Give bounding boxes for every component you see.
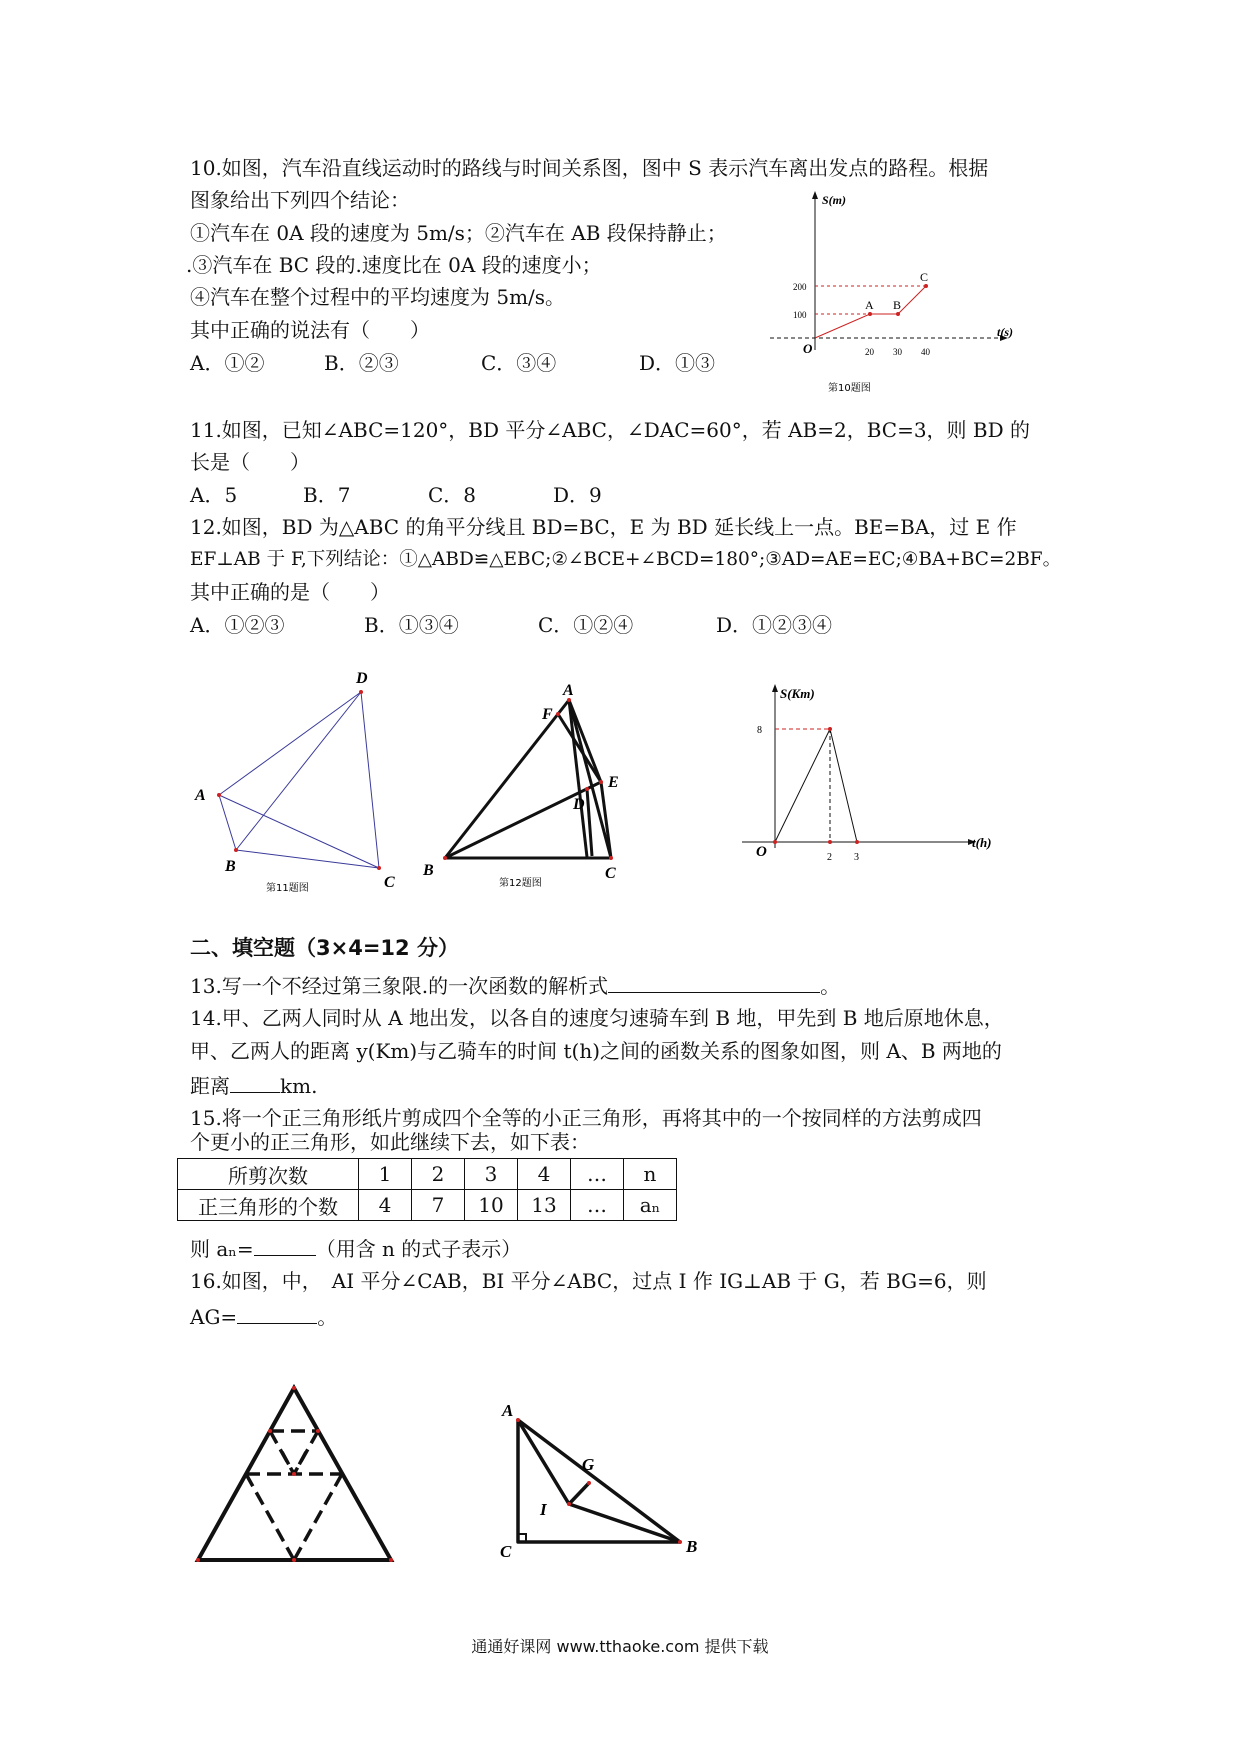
fig12-label-b: B xyxy=(423,862,434,879)
q10-option-b: B．②③ xyxy=(324,351,399,375)
q14-answer-blank[interactable] xyxy=(230,1070,280,1093)
q10-options xyxy=(190,349,715,377)
fig10-y-tick-200: 200 xyxy=(793,282,807,292)
q15-answer-blank[interactable] xyxy=(254,1233,316,1256)
q16-text-b: 。 xyxy=(317,1305,338,1329)
fig12-label-c: C xyxy=(605,865,616,882)
table-cell: 4 xyxy=(359,1190,412,1221)
q12-option-a: A．①②③ xyxy=(190,613,285,637)
fig10-origin: O xyxy=(803,341,813,356)
table-cell: 1 xyxy=(359,1159,412,1190)
page-footer: 通通好课网 www.tthaoke.com 提供下载 xyxy=(471,1637,769,1656)
fig14-origin: O xyxy=(756,844,767,860)
q11-line1: 11.如图，已知∠ABC=120°，BD 平分∠ABC，∠DAC=60°，若 AB=2，BC=3，则 BD 的 xyxy=(190,418,1030,442)
fig16-label-a: A xyxy=(502,1401,514,1420)
q14-text-b: km. xyxy=(280,1074,318,1098)
figure-16-right-triangle xyxy=(490,1390,720,1560)
q10-option-a: A．①② xyxy=(190,351,265,375)
table-cell: 13 xyxy=(518,1190,571,1221)
table-cell: 2 xyxy=(412,1159,465,1190)
fig10-point-a: A xyxy=(865,298,874,312)
q14-line1: 14.甲、乙两人同时从 A 地出发，以各自的速度匀速骑车到 B 地，甲先到 B 地后原地休息， xyxy=(190,1006,1004,1030)
q11-option-b: B．7 xyxy=(303,483,351,507)
q15-text-b: （用含 n 的式子表示） xyxy=(315,1237,522,1261)
fig14-x-tick-3: 3 xyxy=(854,852,859,863)
q11-option-c: C．8 xyxy=(428,483,477,507)
fig11-label-d: D xyxy=(356,670,368,687)
q11-line2: 长是（ ） xyxy=(190,450,310,474)
q12-question: 其中正确的是（ ） xyxy=(190,580,390,604)
fig10-caption: 第10题图 xyxy=(828,383,871,394)
figure-12-triangle xyxy=(415,680,655,895)
fig10-x-tick-20: 20 xyxy=(865,347,874,357)
table-cell: 4 xyxy=(518,1159,571,1190)
q16-answer-blank[interactable] xyxy=(237,1301,317,1324)
fig10-point-b: B xyxy=(893,298,902,312)
q12-options xyxy=(190,611,832,639)
q12-option-c: C．①②④ xyxy=(538,613,634,637)
section-2-title: 二、填空题（3×4=12 分） xyxy=(190,936,459,960)
q15-line2: 个更小的正三角形，如此继续下去，如下表： xyxy=(190,1130,590,1154)
q11-option-d: D．9 xyxy=(553,483,602,507)
q14-line3 xyxy=(190,1070,317,1100)
table-cell: 7 xyxy=(412,1190,465,1221)
q15-answer-line xyxy=(190,1233,521,1263)
q10-line2: 图象给出下列四个结论： xyxy=(190,188,410,212)
q13-end: 。 xyxy=(820,974,841,998)
fig16-label-b: B xyxy=(686,1537,698,1556)
q11-options xyxy=(190,481,602,509)
q15-text-a: 则 aₙ= xyxy=(190,1237,254,1261)
table-cell: 所剪次数 xyxy=(178,1159,359,1190)
fig10-y-tick-100: 100 xyxy=(793,310,807,320)
fig16-label-c: C xyxy=(500,1542,512,1561)
fig10-point-c: C xyxy=(920,270,929,284)
fig14-x-tick-2: 2 xyxy=(827,852,832,863)
fig14-y-tick-8: 8 xyxy=(757,725,762,736)
table-row xyxy=(178,1159,677,1190)
fig12-label-f: F xyxy=(542,706,553,723)
fig10-y-label: S(m) xyxy=(822,193,846,207)
table-cell: … xyxy=(571,1190,624,1221)
fig11-label-b: B xyxy=(225,858,236,875)
q16-line1: 16.如图，中， AI 平分∠CAB，BI 平分∠ABC，过点 I 作 IG⊥AB 于 G，若 BG=6，则 xyxy=(190,1269,987,1293)
fig16-label-i: I xyxy=(540,1500,547,1519)
q12-line2: EF⊥AB 于 F,下列结论：①△ABD≌△EBC;②∠BCE+∠BCD=180°;③AD=AE=EC;④BA+BC=2BF。 xyxy=(190,549,1062,570)
q12-line1: 12.如图，BD 为△ABC 的角平分线且 BD=BC，E 为 BD 延长线上一点。BE=BA，过 E 作 xyxy=(190,515,1017,539)
fig12-caption: 第12题图 xyxy=(499,878,542,889)
q10-statement-4: ④汽车在整个过程中的平均速度为 5m/s。 xyxy=(190,285,566,309)
fig16-label-g: G xyxy=(582,1455,595,1474)
q10-statement-1-2: ①汽车在 0A 段的速度为 5m/s；②汽车在 AB 段保持静止； xyxy=(190,221,727,245)
figure-11-quadrilateral xyxy=(190,660,420,900)
figure-15-triangles xyxy=(190,1380,410,1570)
fig14-x-label: t(h) xyxy=(972,835,992,850)
fig11-caption: 第11题图 xyxy=(266,883,309,894)
table-cell: aₙ xyxy=(624,1190,677,1221)
fig11-label-a: A xyxy=(195,787,206,804)
table-row xyxy=(178,1190,677,1221)
q10-statement-3: .③汽车在 BC 段的.速度比在 0A 段的速度小； xyxy=(186,253,602,277)
q13-line xyxy=(190,970,840,1000)
fig12-label-a: A xyxy=(563,682,574,699)
fig10-x-tick-40: 40 xyxy=(921,347,930,357)
q10-option-d: D．①③ xyxy=(639,351,716,375)
fig14-y-label: S(Km) xyxy=(780,686,815,701)
figure-14-graph xyxy=(740,680,990,870)
q15-table xyxy=(177,1158,677,1221)
table-cell: … xyxy=(571,1159,624,1190)
q13-answer-blank[interactable] xyxy=(608,970,820,993)
table-cell: 正三角形的个数 xyxy=(178,1190,359,1221)
table-cell: 3 xyxy=(465,1159,518,1190)
q16-line2 xyxy=(190,1301,337,1331)
fig12-label-e: E xyxy=(608,774,619,791)
table-cell: 10 xyxy=(465,1190,518,1221)
q12-option-d: D．①②③④ xyxy=(716,613,833,637)
table-cell: n xyxy=(624,1159,677,1190)
q12-option-b: B．①③④ xyxy=(364,613,459,637)
fig10-x-label: t(s) xyxy=(997,325,1013,339)
figure-10-graph xyxy=(760,190,1020,400)
fig10-x-tick-30: 30 xyxy=(893,347,902,357)
q10-option-c: C．③④ xyxy=(481,351,557,375)
q16-text-a: AG= xyxy=(190,1305,238,1329)
q14-text-a: 距离 xyxy=(190,1074,230,1098)
q10-question: 其中正确的说法有（ ） xyxy=(190,318,430,342)
q13-text: 13.写一个不经过第三象限.的一次函数的解析式 xyxy=(190,974,609,998)
q10-line1: 10.如图，汽车沿直线运动时的路线与时间关系图，图中 S 表示汽车离出发点的路程。根据 xyxy=(190,156,989,180)
q15-line1: 15.将一个正三角形纸片剪成四个全等的小正三角形，再将其中的一个按同样的方法剪成四 xyxy=(190,1106,982,1130)
fig11-label-c: C xyxy=(384,874,395,891)
q14-line2: 甲、乙两人的距离 y(Km)与乙骑车的时间 t(h)之间的函数关系的图象如图，则 A、B 两地的 xyxy=(190,1039,1002,1063)
q11-option-a: A．5 xyxy=(190,483,238,507)
fig12-label-d: D xyxy=(573,796,585,813)
